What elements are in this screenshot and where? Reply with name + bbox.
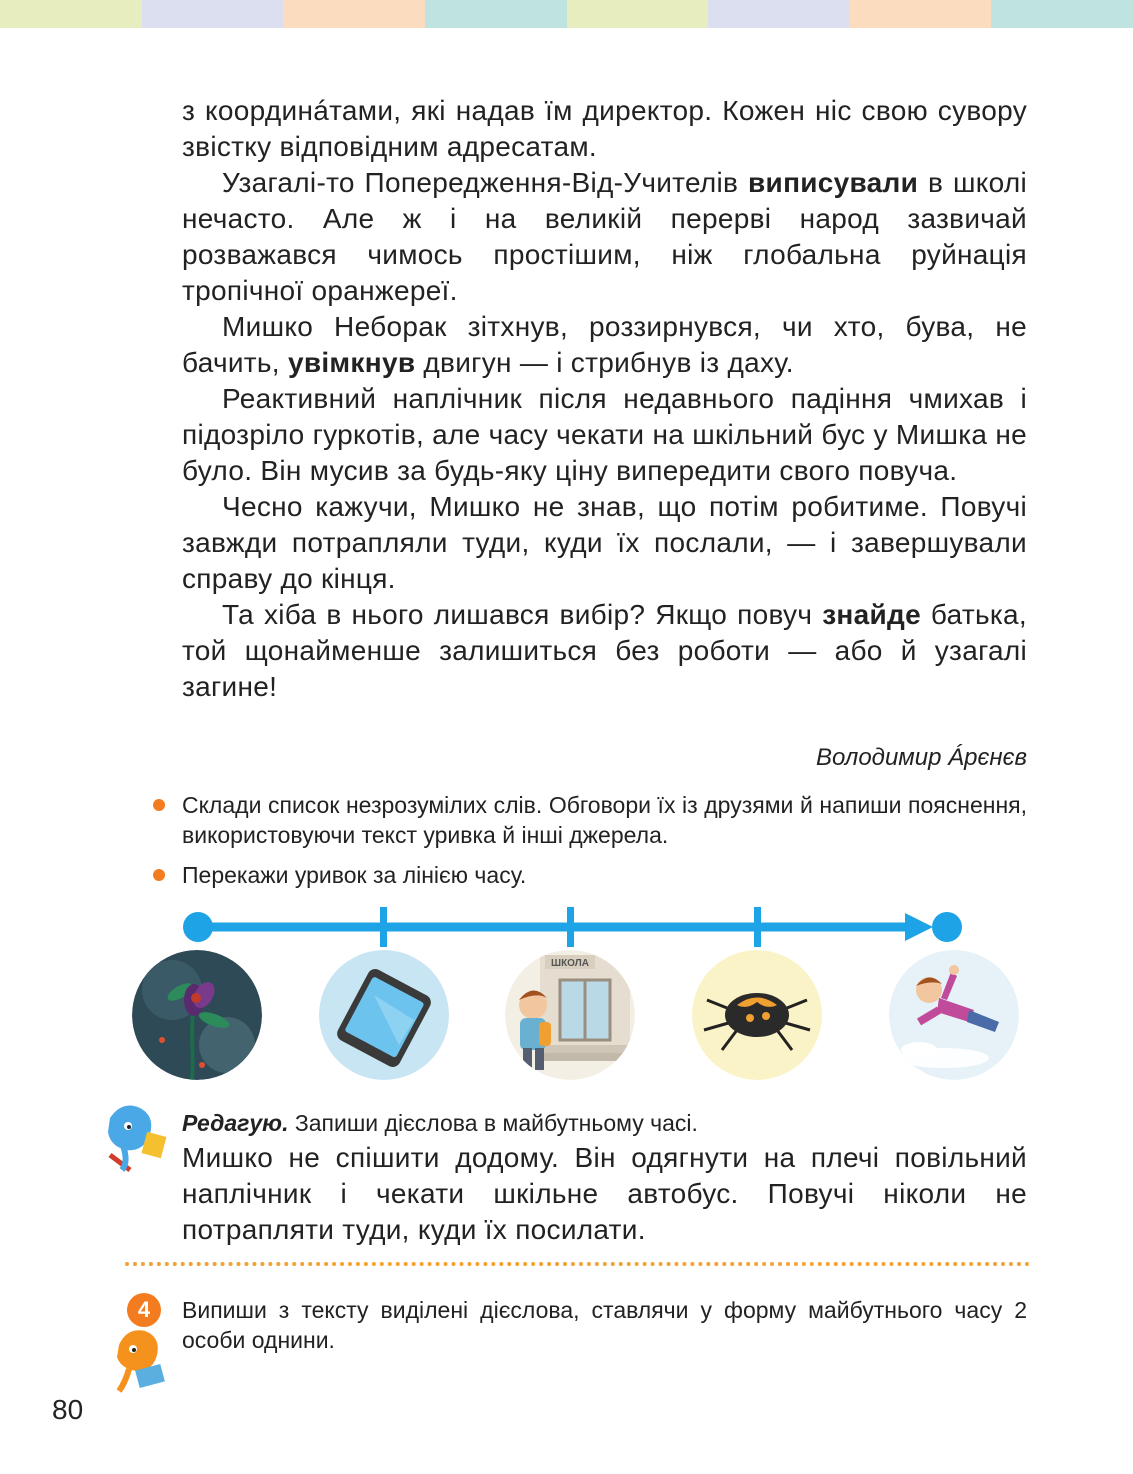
story-author: Володимир Áрєнєв bbox=[815, 744, 1027, 771]
highlighted-verb: знайде bbox=[822, 599, 921, 630]
orange-bullet-icon bbox=[153, 869, 165, 881]
mascot-writer-icon bbox=[107, 1325, 172, 1395]
highlighted-verb: виписували bbox=[748, 167, 919, 198]
top-color-stripe bbox=[0, 0, 1133, 28]
timeline-tick bbox=[380, 907, 387, 947]
stripe-segment bbox=[0, 0, 142, 28]
edit-instruction: Запиши дієслова в майбутньому часі. bbox=[288, 1110, 698, 1136]
task-text: Склади список незрозумілих слів. Обговори їх із друзями й напиши пояснення, використовуючи текст уривка й інші джерела. bbox=[182, 792, 1027, 848]
edit-title bbox=[182, 1108, 1027, 1138]
story-paragraph bbox=[182, 597, 1027, 705]
edit-heading: Редагую. bbox=[182, 1110, 289, 1136]
timeline-end-dot bbox=[932, 912, 962, 942]
task-list bbox=[182, 790, 1027, 900]
text-run: Та хіба в нього лишався вибір? Якщо повуч bbox=[222, 599, 823, 630]
timeline-start-dot bbox=[183, 912, 213, 942]
story-paragraph bbox=[182, 165, 1027, 309]
stripe-segment bbox=[850, 0, 992, 28]
timeline-pictures bbox=[0, 950, 1133, 1085]
text-run: батька, той щонайменше залишиться без роботи — або й узагалі загине! bbox=[182, 599, 1027, 702]
page-number: 80 bbox=[52, 1394, 84, 1425]
stripe-segment bbox=[567, 0, 709, 28]
task-text: Перекажи уривок за лінією часу. bbox=[182, 862, 527, 888]
flying-boy-icon bbox=[889, 950, 1019, 1080]
mascot-editor-icon bbox=[100, 1100, 170, 1172]
text-run: Узагалі-то Попередження-Від-Учителів bbox=[222, 167, 749, 198]
story-paragraph: з координáтами, які надав їм директор. Кожен ніс свою сувору звістку відповідним адресатам. bbox=[182, 95, 1027, 162]
stripe-segment bbox=[708, 0, 850, 28]
text-run: Мишко Неборак зітхнув, роззирнувся, чи хто, бува, не бачить, bbox=[182, 311, 1027, 378]
dotted-divider bbox=[125, 1262, 1030, 1266]
timeline-arrow-icon bbox=[905, 913, 933, 941]
story-paragraph: Реактивний наплічник після недавнього падіння чмихав і підозріло гуркотів, але часу чекати на шкільний бус у Мишка не було. Він мусив за будь-яку ціну випередити свого повуча. bbox=[182, 383, 1027, 486]
text-run: в школі нечасто. Але ж і на великій перерві народ зазвичай розважався чимось простішим, ніж глобальна руйнація тропічної оранжереї. bbox=[182, 167, 1027, 306]
school-boy-icon bbox=[505, 950, 635, 1080]
story-paragraph bbox=[182, 309, 1027, 381]
beetle-icon bbox=[692, 950, 822, 1080]
edit-exercise bbox=[182, 1108, 1027, 1248]
task-item bbox=[182, 790, 1027, 850]
stripe-segment bbox=[425, 0, 567, 28]
task-number-badge: 4 bbox=[127, 1293, 161, 1327]
timeline-tick bbox=[567, 907, 574, 947]
flower-night-icon bbox=[132, 950, 262, 1080]
stripe-segment bbox=[283, 0, 425, 28]
orange-bullet-icon bbox=[153, 799, 165, 811]
task-4-text: Випиши з тексту виділені дієслова, ставлячи у форму майбутнього часу 2 особи однини. bbox=[182, 1297, 1027, 1353]
edit-text: Мишко не спішити додому. Він одягнути на плечі повільний наплічник і чекати шкільне автобус. Повучі ніколи не потрапляти туди, куди їх посилати. bbox=[182, 1142, 1027, 1245]
stripe-segment bbox=[991, 0, 1133, 28]
stripe-segment bbox=[142, 0, 284, 28]
task-item bbox=[182, 860, 1027, 890]
smartphone-icon bbox=[319, 950, 449, 1080]
timeline-tick bbox=[754, 907, 761, 947]
highlighted-verb: увімкнув bbox=[287, 347, 416, 378]
story-paragraph: Чесно кажучи, Мишко не знав, що потім робитиме. Повучі завжди потрапляли туди, куди їх послали, — і завершували справу до кінця. bbox=[182, 491, 1027, 594]
story-text bbox=[182, 93, 1027, 705]
school-sign-text: ШКОЛА bbox=[551, 958, 589, 969]
text-run: двигун — і стрибнув із даху. bbox=[415, 347, 794, 378]
